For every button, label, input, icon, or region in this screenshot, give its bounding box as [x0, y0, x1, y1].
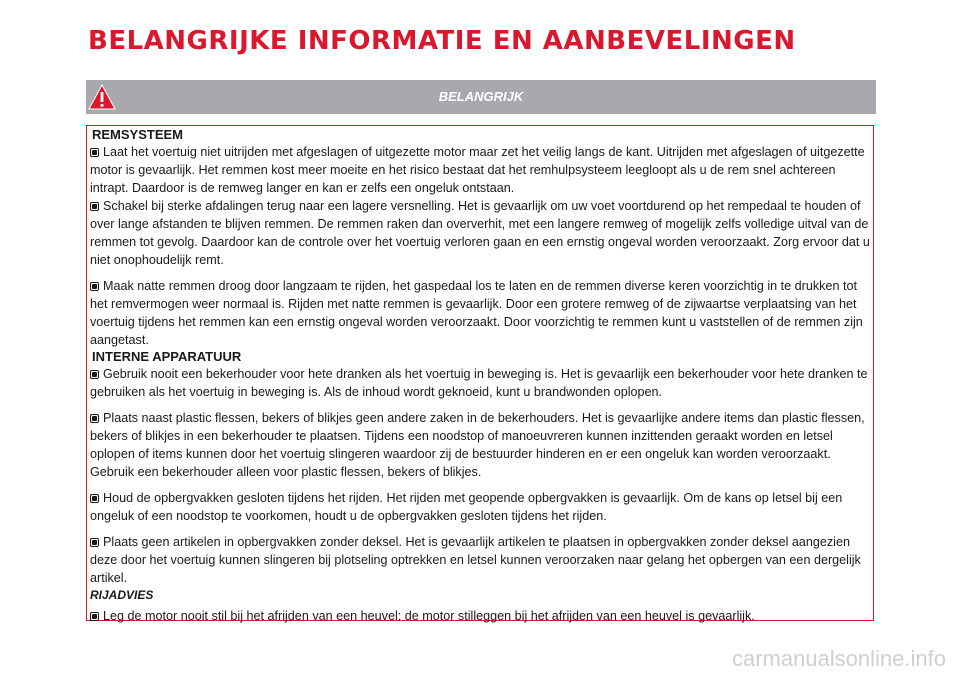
- page-title: BELANGRIJKE INFORMATIE EN AANBEVELINGEN: [88, 26, 796, 56]
- paragraph: [90, 365, 870, 401]
- section-heading-brakes: REMSYSTEEM: [92, 127, 184, 142]
- checkbox-bullet-icon: [90, 494, 99, 503]
- watermark: carmanualsonline.info: [731, 646, 946, 671]
- paragraph-text: Leg de motor nooit stil bij het afrijden van een heuvel: de motor stilleggen bij het afrijden van een heuvel is gevaarlijk.: [103, 609, 755, 623]
- warning-header-bar: [86, 80, 876, 114]
- paragraph: [90, 607, 870, 625]
- paragraph: [90, 143, 870, 197]
- paragraph-text: Maak natte remmen droog door langzaam te rijden, het gaspedaal los te laten en de remmen diverse keren voorzichtig in te drukken tot het remvermogen weer normaal is. Rijden met natte remmen is gevaarlijk. Door een grotere remweg of de zijwaartse verplaatsing van het voertuig tijdens het remmen kan een ernstig ongeval worden veroorzaakt. Door voorzichtig te remmen kunt u vaststellen of de remmen zijn aangetast.: [90, 279, 863, 347]
- checkbox-bullet-icon: [90, 414, 99, 423]
- checkbox-bullet-icon: [90, 202, 99, 211]
- paragraph: [90, 533, 870, 587]
- paragraph-text: Laat het voertuig niet uitrijden met afgeslagen of uitgezette motor maar zet het veilig langs de kant. Uitrijden met afgeslagen of uitgezette motor is gevaarlijk. Het remmen kost meer moeite en het risico bestaat dat het remhulpsysteem leegloopt als u de rem snel achtereen intrapt. Daardoor is de remweg langer en kan er zelfs een ongeluk ontstaan.: [90, 145, 865, 195]
- paragraph-text: Houd de opbergvakken gesloten tijdens het rijden. Het rijden met geopende opbergvakken is gevaarlijk. Om de kans op letsel bij een ongeluk of een noodstop te voorkomen, houdt u de opbergvakken gesloten tijdens het rijden.: [90, 491, 843, 523]
- paragraph: [90, 277, 870, 349]
- section-heading-interior: INTERNE APPARATUUR: [92, 349, 242, 364]
- checkbox-bullet-icon: [90, 370, 99, 379]
- warning-content: [90, 127, 870, 625]
- paragraph-text: Plaats geen artikelen in opbergvakken zonder deksel. Het is gevaarlijk artikelen te plaatsen in opbergvakken zonder deksel aangezien deze door het voertuig kunnen slingeren bij plotseling optrekken en letsel kunnen veroorzaken naar gelang het opbergen van een dergelijk artikel.: [90, 535, 861, 585]
- warning-box: [86, 125, 874, 621]
- checkbox-bullet-icon: [90, 148, 99, 157]
- checkbox-bullet-icon: [90, 282, 99, 291]
- section-heading-driving: RIJADVIES: [90, 588, 154, 602]
- checkbox-bullet-icon: [90, 538, 99, 547]
- paragraph: [90, 197, 870, 269]
- paragraph: [90, 489, 870, 525]
- paragraph-text: Schakel bij sterke afdalingen terug naar een lagere versnelling. Het is gevaarlijk om uw voet voortdurend op het rempedaal te houden of over lange afstanden te blijven remmen. De remmen raken dan oververhit, met een langere remweg of mogelijk zelfs volledige uitval van de remmen tot gevolg. Daardoor kan de controle over het voertuig verloren gaan en een ernstig ongeval worden veroorzaakt. Zorg ervoor dat u niet onophoudelijk remt.: [90, 199, 870, 267]
- warning-label: BELANGRIJK: [438, 89, 524, 104]
- paragraph: [90, 409, 870, 481]
- paragraph-text: Plaats naast plastic flessen, bekers of blikjes geen andere zaken in de bekerhouders. Het is gevaarlijke andere items dan plastic flessen, bekers of blikjes in een bekerhouder te plaatsen. Tijdens een noodstop of manoeuvreren kunnen inzittenden geraakt worden en letsel oplopen of items kunnen door het voertuig slingeren waardoor zij de bestuurder hinderen en er een ongeluk kan worden veroorzaakt. Gebruik een bekerhouder alleen voor plastic flessen, bekers of blikjes.: [90, 411, 865, 479]
- paragraph-text: Gebruik nooit een bekerhouder voor hete dranken als het voertuig in beweging is. Het is gevaarlijk een bekerhouder voor hete dranken te gebruiken als het voertuig in beweging is. Als de inhoud wordt geknoeid, kunt u brandwonden oplopen.: [90, 367, 868, 399]
- checkbox-bullet-icon: [90, 612, 99, 621]
